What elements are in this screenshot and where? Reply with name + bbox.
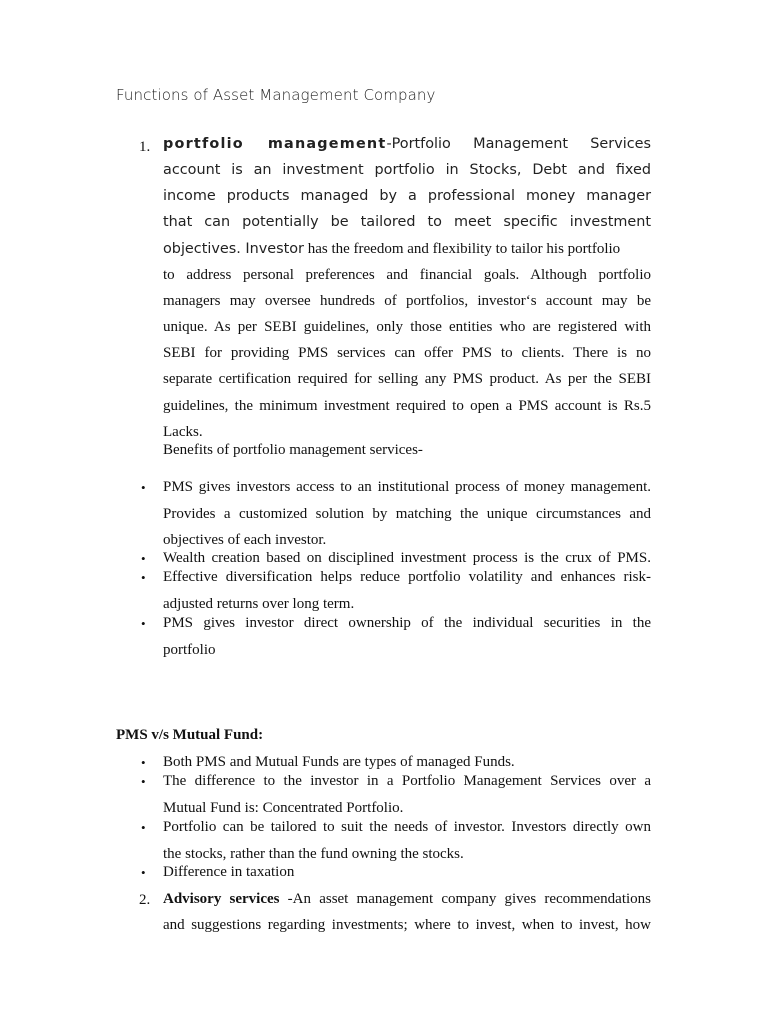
benefit-1-line-2: Provides a customized solution by matching the unique circumstances and xyxy=(163,506,651,522)
bullet-icon: • xyxy=(141,865,146,880)
section-1-line-4: that can potentially be tailored to meet specific investment xyxy=(163,214,651,230)
section-2-number: 2. xyxy=(139,892,151,908)
document-title: Functions of Asset Management Company xyxy=(116,86,436,104)
section-1-line-1: portfolio management-Portfolio Management Services xyxy=(163,136,651,152)
benefits-heading: Benefits of portfolio management services- xyxy=(163,442,423,458)
bullet-icon: • xyxy=(141,774,146,789)
pms-vs-mf-heading: PMS v/s Mutual Fund: xyxy=(116,727,264,743)
bullet-icon: • xyxy=(141,755,146,770)
bullet-icon: • xyxy=(141,616,146,631)
bullet-icon: • xyxy=(141,480,146,495)
section-1-lead: portfolio management xyxy=(163,136,387,152)
section-1-line-12: Lacks. xyxy=(163,424,203,440)
section-1-number: 1. xyxy=(139,139,151,155)
benefit-3-line-2: adjusted returns over long term. xyxy=(163,596,355,612)
section-1-line-7: managers may oversee hundreds of portfolios, investor‘s account may be xyxy=(163,293,651,309)
section-2-line-2: and suggestions regarding investments; where to invest, when to invest, how xyxy=(163,917,651,933)
benefit-1-line-3: objectives of each investor. xyxy=(163,532,327,548)
section-1-line-8: unique. As per SEBI guidelines, only those entities who are registered with xyxy=(163,319,651,335)
benefit-2-line-1: Wealth creation based on disciplined investment process is the crux of PMS. xyxy=(163,550,651,566)
benefit-1-line-1: PMS gives investors access to an institutional process of money management. xyxy=(163,479,651,495)
section-1-line-5: objectives. Investor has the freedom and flexibility to tailor his portfolio xyxy=(163,241,621,257)
section-1-line-11: guidelines, the minimum investment required to open a PMS account is Rs.5 xyxy=(163,398,651,414)
section-2-lead: Advisory services xyxy=(163,891,280,907)
benefit-3-line-1: Effective diversification helps reduce portfolio volatility and enhances risk- xyxy=(163,569,651,585)
bullet-icon: • xyxy=(141,551,146,566)
section-1-line-10: separate certification required for selling any PMS product. As per the SEBI xyxy=(163,371,651,387)
pms-item-1-line-1: Both PMS and Mutual Funds are types of managed Funds. xyxy=(163,754,515,770)
pms-item-2-line-1: The difference to the investor in a Portfolio Management Services over a xyxy=(163,773,651,789)
section-2-line-1: Advisory services -An asset management company gives recommendations xyxy=(163,891,651,907)
benefit-4-line-2: portfolio xyxy=(163,642,216,658)
section-1-line-6: to address personal preferences and financial goals. Although portfolio xyxy=(163,267,651,283)
pms-item-3-line-2: the stocks, rather than the fund owning the stocks. xyxy=(163,846,464,862)
section-1-line-3: income products managed by a professional money manager xyxy=(163,188,651,204)
bullet-icon: • xyxy=(141,570,146,585)
pms-item-3-line-1: Portfolio can be tailored to suit the needs of investor. Investors directly own xyxy=(163,819,651,835)
bullet-icon: • xyxy=(141,820,146,835)
pms-item-2-line-2: Mutual Fund is: Concentrated Portfolio. xyxy=(163,800,404,816)
pms-item-4-line-1: Difference in taxation xyxy=(163,864,295,880)
benefit-4-line-1: PMS gives investor direct ownership of the individual securities in the xyxy=(163,615,651,631)
section-1-line-2: account is an investment portfolio in Stocks, Debt and fixed xyxy=(163,162,651,178)
section-1-line-9: SEBI for providing PMS services can offer PMS to clients. There is no xyxy=(163,345,651,361)
